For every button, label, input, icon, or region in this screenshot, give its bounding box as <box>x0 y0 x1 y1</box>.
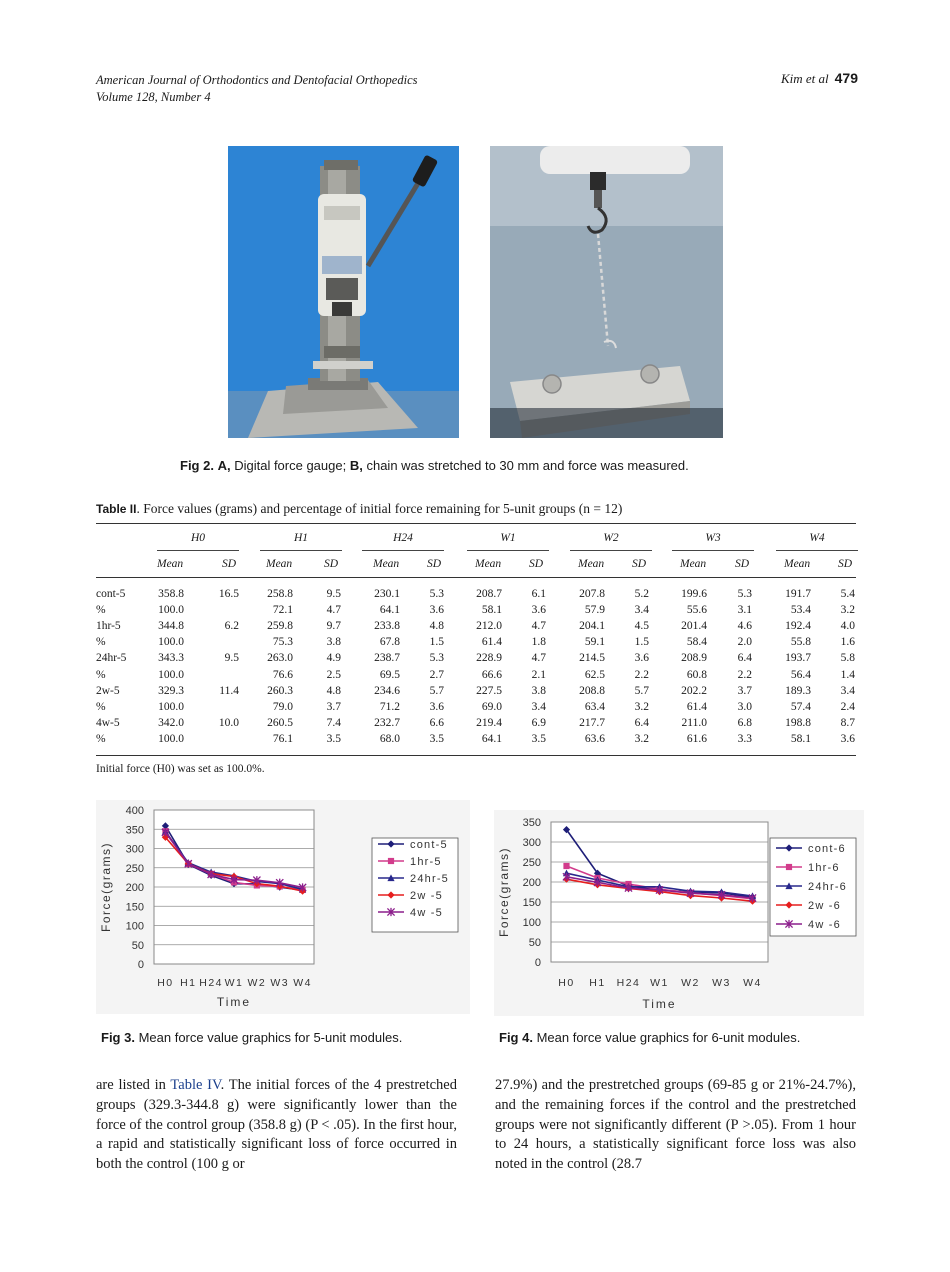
table-cell: 63.4 <box>584 700 605 713</box>
table-cell: 4.0 <box>840 620 855 633</box>
table-top-rule <box>96 523 856 524</box>
table-cell: 214.5 <box>579 652 605 665</box>
column-header-sd: SD <box>735 558 750 570</box>
y-tick-label: 250 <box>522 857 541 869</box>
x-tick-label: W2 <box>681 977 700 989</box>
table-cell: 238.7 <box>374 652 400 665</box>
table-cell: 227.5 <box>476 684 502 697</box>
table-iv-link[interactable]: Table IV <box>170 1077 221 1093</box>
table-cell: 3.6 <box>531 604 546 617</box>
table-cell: 3.6 <box>634 652 649 665</box>
column-header-mean: Mean <box>680 558 707 570</box>
fig2-caption <box>180 458 689 473</box>
table-cell: 3.7 <box>326 700 341 713</box>
y-tick-label: 150 <box>125 901 144 914</box>
table-cell: 204.1 <box>579 620 605 633</box>
table-cell: 7.4 <box>326 716 341 729</box>
table-cell: 4.9 <box>326 652 341 665</box>
table-cell: 69.5 <box>379 668 400 681</box>
legend-entry: 1hr-5 <box>410 856 442 868</box>
data-point <box>563 863 569 869</box>
fig4-caption <box>499 1030 800 1045</box>
table-cell: 191.7 <box>785 588 811 600</box>
y-tick-label: 350 <box>125 824 144 837</box>
legend-swatch-marker <box>388 858 394 864</box>
column-header-mean: Mean <box>266 558 293 570</box>
author-name: Kim et al <box>780 71 829 86</box>
table-cell: 53.4 <box>790 604 811 617</box>
table-cell: 1.4 <box>840 668 855 681</box>
table-row-label: 2w-5 <box>96 684 120 697</box>
table-cell: 260.3 <box>267 684 293 697</box>
x-tick-label: W3 <box>712 977 731 989</box>
table-cell: 4.7 <box>326 604 341 617</box>
y-tick-label: 350 <box>522 817 541 829</box>
column-group-rule <box>157 550 239 551</box>
fig2-a-label: A, <box>217 458 231 473</box>
table-cell: 5.7 <box>634 684 649 697</box>
chain-setup-illustration <box>490 146 723 438</box>
table-cell: 4.8 <box>326 684 341 697</box>
table-cell: 217.7 <box>579 716 605 729</box>
table-cell: 342.0 <box>158 716 184 729</box>
table-cell: 343.3 <box>158 652 184 665</box>
table-row-label: 24hr-5 <box>96 652 127 665</box>
table-cell: 3.4 <box>634 604 649 617</box>
running-header <box>96 72 418 106</box>
table-cell: 1.5 <box>429 636 444 649</box>
table-row-label: % <box>96 732 106 745</box>
table-cell: 228.9 <box>476 652 502 665</box>
table-cell: 344.8 <box>158 620 184 633</box>
table-cell: 5.3 <box>429 652 444 665</box>
table-cell: 76.6 <box>272 668 293 681</box>
table-cell: 9.7 <box>326 620 341 633</box>
table-cell: 75.3 <box>272 636 293 649</box>
table-cell: 3.5 <box>429 732 444 745</box>
fig3-text: Mean force value graphics for 5-unit modules. <box>138 1030 403 1045</box>
table-cell: 207.8 <box>579 588 605 600</box>
table-cell: 64.1 <box>379 604 400 617</box>
y-tick-label: 50 <box>528 937 541 949</box>
x-tick-label: W4 <box>293 977 312 989</box>
table-cell: 3.2 <box>634 732 649 745</box>
legend-entry: cont-5 <box>410 839 448 851</box>
table-cell: 3.2 <box>840 604 855 617</box>
table-cell: 193.7 <box>785 652 811 665</box>
fig4-text: Mean force value graphics for 6-unit modules. <box>536 1030 801 1045</box>
body-left-post: . The initial forces of the 4 prestretched groups (329.3-344.8 g) were significantly lower than the force of the control group (358.8 g) (P < .05). In the first hour, a rapid and statistically significant loss of force occurred in both the control (100 g or <box>96 1077 458 1173</box>
table-cell: 55.6 <box>686 604 707 617</box>
y-tick-label: 150 <box>522 897 541 909</box>
y-tick-label: 0 <box>534 957 541 969</box>
table-cell: 100.0 <box>158 668 184 681</box>
column-header-sd: SD <box>632 558 647 570</box>
table-cell: 3.7 <box>737 684 752 697</box>
table-cell: 5.3 <box>429 588 444 600</box>
y-axis-title: Force(grams) <box>99 841 113 933</box>
table-cell: 5.2 <box>634 588 649 600</box>
x-tick-label: H1 <box>180 977 197 989</box>
table-cell: 260.5 <box>267 716 293 729</box>
y-axis-title: Force(grams) <box>497 846 511 938</box>
table-bottom-rule <box>96 755 856 756</box>
table-cell: 58.1 <box>481 604 502 617</box>
table-cell: 199.6 <box>681 588 707 600</box>
column-group-rule <box>672 550 754 551</box>
column-header-mean: Mean <box>373 558 400 570</box>
table-cell: 201.4 <box>681 620 707 633</box>
table-row-label: % <box>96 636 106 649</box>
table-cell: 202.2 <box>681 684 707 697</box>
table-cell: 208.7 <box>476 588 502 600</box>
table-cell: 100.0 <box>158 636 184 649</box>
table-title <box>96 501 622 517</box>
x-axis-title: Time <box>642 997 677 1011</box>
legend-entry: 4w -6 <box>808 919 841 931</box>
x-tick-label: H1 <box>589 977 606 989</box>
table-cell: 358.8 <box>158 588 184 600</box>
x-tick-label: H0 <box>558 977 575 989</box>
table-cell: 56.4 <box>790 668 811 681</box>
y-tick-label: 200 <box>522 877 541 889</box>
table-cell: 258.8 <box>267 588 293 600</box>
table-cell: 66.6 <box>481 668 502 681</box>
x-tick-label: H24 <box>199 977 224 989</box>
table-cell: 4.7 <box>531 652 546 665</box>
table-row-label: % <box>96 700 106 713</box>
body-column-left <box>96 1076 457 1175</box>
table-cell: 3.6 <box>429 604 444 617</box>
table-cell: 1.5 <box>634 636 649 649</box>
column-group-w3: W3 <box>705 532 721 544</box>
table-cell: 61.4 <box>686 700 707 713</box>
x-axis-title: Time <box>216 995 252 1009</box>
y-tick-label: 50 <box>131 939 144 952</box>
column-header-sd: SD <box>324 558 339 570</box>
table-cell: 69.0 <box>481 700 502 713</box>
photo-chain-stretched <box>490 146 723 438</box>
table-cell: 55.8 <box>790 636 811 649</box>
column-group-h24: H24 <box>393 532 413 544</box>
table-cell: 2.1 <box>531 668 546 681</box>
table-cell: 3.4 <box>531 700 546 713</box>
table-cell: 5.3 <box>737 588 752 600</box>
table-cell: 192.4 <box>785 620 811 633</box>
table-row-label: % <box>96 604 106 617</box>
table-cell: 62.5 <box>584 668 605 681</box>
table-cell: 100.0 <box>158 604 184 617</box>
table-cell: 208.8 <box>579 684 605 697</box>
table-cell: 58.1 <box>790 732 811 745</box>
table-cell: 6.2 <box>224 620 239 633</box>
table-cell: 57.9 <box>584 604 605 617</box>
table-footnote: Initial force (H0) was set as 100.0%. <box>96 763 265 775</box>
table-cell: 6.4 <box>737 652 752 665</box>
table-cell: 3.8 <box>326 636 341 649</box>
fig4-label: Fig 4. <box>499 1030 533 1045</box>
table-cell: 6.1 <box>531 588 546 600</box>
table-cell: 259.8 <box>267 620 293 633</box>
legend-entry: cont-6 <box>808 843 846 855</box>
journal-volume: Volume 128, Number 4 <box>96 90 211 104</box>
table-cell: 59.1 <box>584 636 605 649</box>
table-cell: 6.8 <box>737 716 752 729</box>
table-cell: 3.3 <box>737 732 752 745</box>
y-tick-label: 0 <box>137 959 144 971</box>
table-caption: . Force values (grams) and percentage of initial force remaining for 5-unit groups (n = 12) <box>136 501 623 516</box>
table-cell: 1.8 <box>531 636 546 649</box>
fig2-b-text: chain was stretched to 30 mm and force was measured. <box>366 458 689 473</box>
table-cell: 3.2 <box>634 700 649 713</box>
fig2-b-label: B, <box>349 458 363 473</box>
table-cell: 211.0 <box>681 716 707 729</box>
table-cell: 57.4 <box>790 700 811 713</box>
table-row-label: cont-5 <box>96 588 126 600</box>
table-cell: 3.6 <box>429 700 444 713</box>
column-header-mean: Mean <box>784 558 811 570</box>
column-group-rule <box>260 550 342 551</box>
table-cell: 329.3 <box>158 684 184 697</box>
fig2-a-text: Digital force gauge; <box>234 458 347 473</box>
legend-entry: 2w -5 <box>410 890 443 902</box>
column-group-h0: H0 <box>190 532 206 544</box>
table-cell: 100.0 <box>158 732 184 745</box>
y-tick-label: 100 <box>522 917 541 929</box>
table-cell: 58.4 <box>686 636 707 649</box>
table-cell: 60.8 <box>686 668 707 681</box>
journal-name: American Journal of Orthodontics and Dentofacial Orthopedics <box>96 73 418 87</box>
table-cell: 9.5 <box>326 588 341 600</box>
table-cell: 2.5 <box>326 668 341 681</box>
fig3-line-chart <box>96 800 470 1014</box>
table-cell: 219.4 <box>476 716 502 729</box>
table-row-label: 1hr-5 <box>96 620 121 633</box>
y-tick-label: 300 <box>125 843 144 856</box>
column-group-w4: W4 <box>809 532 825 544</box>
column-group-w1: W1 <box>500 532 516 544</box>
table-cell: 68.0 <box>379 732 400 745</box>
table-cell: 3.1 <box>737 604 752 617</box>
table-cell: 5.7 <box>429 684 444 697</box>
table-cell: 5.4 <box>840 588 855 600</box>
x-tick-label: W4 <box>743 977 762 989</box>
legend-swatch-marker <box>786 864 792 870</box>
table-cell: 5.8 <box>840 652 855 665</box>
table-cell: 3.6 <box>840 732 855 745</box>
table-cell: 63.6 <box>584 732 605 745</box>
column-group-h1: H1 <box>293 532 309 544</box>
force-gauge-illustration <box>228 146 459 438</box>
table-cell: 64.1 <box>481 732 502 745</box>
table-cell: 189.3 <box>785 684 811 697</box>
legend-entry: 24hr-5 <box>410 873 449 885</box>
table-cell: 4.6 <box>737 620 752 633</box>
table-row-label: 4w-5 <box>96 716 120 729</box>
y-tick-label: 250 <box>125 862 144 875</box>
table-cell: 234.6 <box>374 684 400 697</box>
fig4-line-chart <box>494 810 864 1016</box>
table-cell: 2.7 <box>429 668 444 681</box>
table-cell: 2.2 <box>634 668 649 681</box>
table-row-label: % <box>96 668 106 681</box>
column-header-sd: SD <box>427 558 442 570</box>
table-cell: 11.4 <box>219 684 239 697</box>
table-cell: 79.0 <box>272 700 293 713</box>
table-cell: 4.8 <box>429 620 444 633</box>
table-cell: 6.6 <box>429 716 444 729</box>
legend-entry: 4w -5 <box>410 907 443 919</box>
column-header-mean: Mean <box>157 558 184 570</box>
table-cell: 3.0 <box>737 700 752 713</box>
table-cell: 230.1 <box>374 588 400 600</box>
column-header-mean: Mean <box>578 558 605 570</box>
table-cell: 61.6 <box>686 732 707 745</box>
table-cell: 100.0 <box>158 700 184 713</box>
column-group-rule <box>776 550 858 551</box>
table-cell: 76.1 <box>272 732 293 745</box>
table-cell: 198.8 <box>785 716 811 729</box>
table-cell: 2.2 <box>737 668 752 681</box>
y-tick-label: 300 <box>522 837 541 849</box>
table-cell: 212.0 <box>476 620 502 633</box>
x-tick-label: W1 <box>224 977 244 989</box>
table-cell: 1.6 <box>840 636 855 649</box>
table-cell: 3.4 <box>840 684 855 697</box>
column-header-sd: SD <box>529 558 544 570</box>
column-group-rule <box>467 550 549 551</box>
column-header-mean: Mean <box>475 558 502 570</box>
table-cell: 3.8 <box>531 684 546 697</box>
y-tick-label: 400 <box>125 805 144 817</box>
table-cell: 71.2 <box>379 700 400 713</box>
table-cell: 6.9 <box>531 716 546 729</box>
table-cell: 16.5 <box>218 588 239 600</box>
x-tick-label: H24 <box>616 977 641 989</box>
table-cell: 9.5 <box>224 652 239 665</box>
body-left-pre: are listed in <box>96 1077 171 1093</box>
table-cell: 3.5 <box>326 732 341 745</box>
legend-entry: 2w -6 <box>808 900 841 912</box>
column-header-sd: SD <box>838 558 853 570</box>
fig3-caption <box>101 1030 402 1045</box>
y-tick-label: 200 <box>125 882 144 894</box>
table-cell: 4.7 <box>531 620 546 633</box>
column-header-sd: SD <box>222 558 237 570</box>
x-tick-label: H0 <box>157 977 174 989</box>
table-cell: 6.4 <box>634 716 649 729</box>
column-group-rule <box>570 550 652 551</box>
table-cell: 3.5 <box>531 732 546 745</box>
table-cell: 10.0 <box>218 716 239 729</box>
table-cell: 67.8 <box>379 636 400 649</box>
table-header-rule <box>96 577 856 578</box>
body-column-right: 27.9%) and the prestretched groups (69-85 g or 21%-24.7%), and the remaining forces if the control and the prestretched groups were not significantly different (P >.05). From 1 hour to 24 hours, a statistically significant force loss was also noted in the control (28.7 <box>495 1077 856 1173</box>
table-cell: 263.0 <box>267 652 293 665</box>
table-cell: 2.4 <box>840 700 855 713</box>
fig3-label: Fig 3. <box>101 1030 135 1045</box>
y-tick-label: 100 <box>125 920 144 933</box>
table-cell: 233.8 <box>374 620 400 633</box>
table-cell: 4.5 <box>634 620 649 633</box>
table-cell: 232.7 <box>374 716 400 729</box>
table-cell: 8.7 <box>840 716 855 729</box>
legend-entry: 24hr-6 <box>808 881 847 893</box>
legend-entry: 1hr-6 <box>808 862 840 874</box>
x-tick-label: W2 <box>247 977 267 989</box>
x-tick-label: W1 <box>650 977 669 989</box>
page-header-right <box>781 70 858 87</box>
table-cell: 208.9 <box>681 652 707 665</box>
column-group-w2: W2 <box>603 532 619 544</box>
page-number: 479 <box>834 70 858 86</box>
table-cell: 2.0 <box>737 636 752 649</box>
table-cell: 61.4 <box>481 636 502 649</box>
fig2-label: Fig 2. <box>180 458 214 473</box>
column-group-rule <box>362 550 444 551</box>
table-label: Table II <box>96 502 137 516</box>
table-cell: 72.1 <box>272 604 293 617</box>
photo-digital-force-gauge <box>228 146 459 438</box>
x-tick-label: W3 <box>270 977 290 989</box>
